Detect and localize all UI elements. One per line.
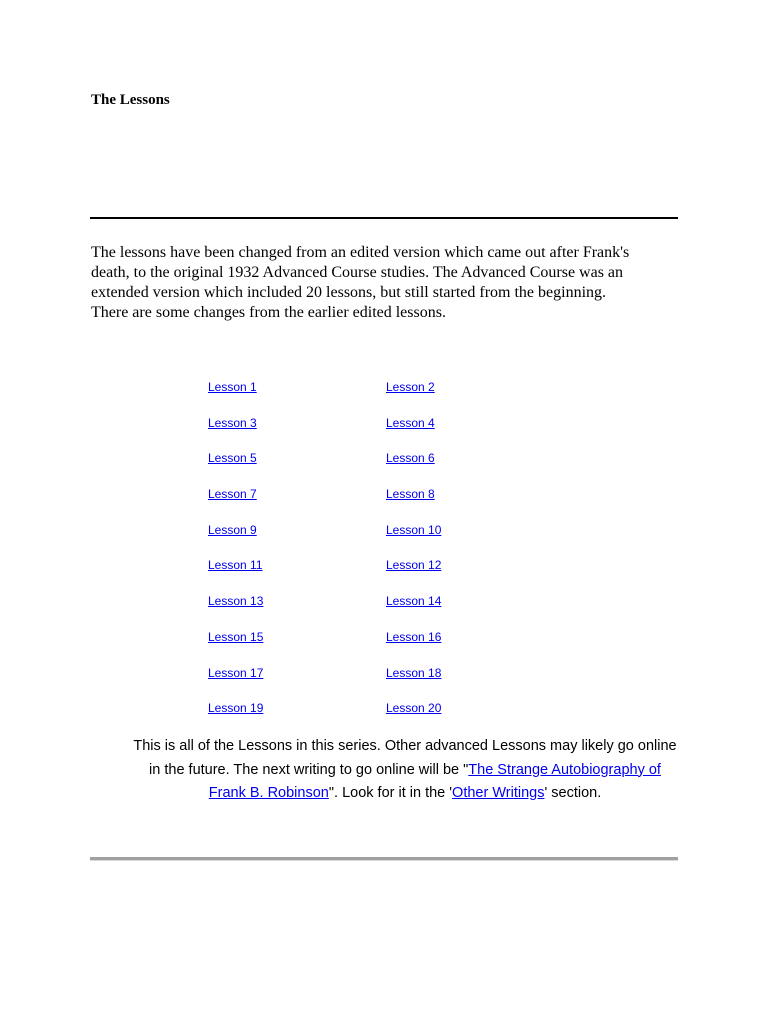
lesson-row [208,556,508,592]
top-divider [90,217,678,219]
closing-text-2: ". Look for it in the ' [328,785,453,801]
lesson-20-link[interactable]: Lesson 20 [386,701,442,716]
lesson-row [208,664,508,700]
page-title: The Lessons [91,92,170,108]
lesson-links-grid [208,378,508,735]
lesson-row [208,628,508,664]
closing-text-1: This is all of the Lessons in this series. Other advanced Lessons may likely go online in the future. The next writing to go online will be " [133,738,677,778]
lesson-1-link[interactable]: Lesson 1 [208,380,257,394]
lesson-row [208,592,508,628]
lesson-row [208,699,508,735]
lesson-6-link[interactable]: Lesson 6 [386,451,435,466]
lesson-row [208,485,508,521]
lesson-4-link[interactable]: Lesson 4 [386,415,435,430]
lesson-row [208,414,508,450]
lesson-7-link[interactable]: Lesson 7 [208,487,257,502]
lesson-10-link[interactable]: Lesson 10 [386,522,442,537]
intro-paragraph [91,243,681,323]
closing-paragraph [130,735,680,806]
lesson-3-link[interactable]: Lesson 3 [208,415,257,430]
lesson-14-link[interactable]: Lesson 14 [386,594,442,609]
lesson-8-link[interactable]: Lesson 8 [386,487,435,502]
strange-autobiography-link[interactable]: The Strange Autobiography of Frank B. Robinson [208,761,661,801]
intro-line: death, to the original 1932 Advanced Course studies. The Advanced Course was an [91,264,624,281]
other-writings-link[interactable]: Other Writings [452,785,545,801]
lesson-5-link[interactable]: Lesson 5 [208,451,257,466]
intro-line: The lessons have been changed from an edited version which came out after Frank's [91,244,630,261]
bottom-divider [90,857,678,861]
lesson-row [208,521,508,557]
lesson-19-link[interactable]: Lesson 19 [208,701,264,716]
lesson-13-link[interactable]: Lesson 13 [208,594,264,609]
lesson-11-link[interactable]: Lesson 11 [208,558,263,573]
lesson-row [208,378,508,414]
lesson-15-link[interactable]: Lesson 15 [208,629,264,644]
intro-line: extended version which included 20 lessons, but still started from the beginning. [91,284,607,301]
lesson-row [208,449,508,485]
closing-text-3: ' section. [544,785,602,801]
lesson-16-link[interactable]: Lesson 16 [386,629,442,644]
lesson-18-link[interactable]: Lesson 18 [386,665,442,680]
lesson-2-link[interactable]: Lesson 2 [386,380,435,394]
lesson-17-link[interactable]: Lesson 17 [208,665,264,680]
intro-line: There are some changes from the earlier edited lessons. [91,304,446,321]
lesson-9-link[interactable]: Lesson 9 [208,522,257,537]
lesson-12-link[interactable]: Lesson 12 [386,558,442,573]
